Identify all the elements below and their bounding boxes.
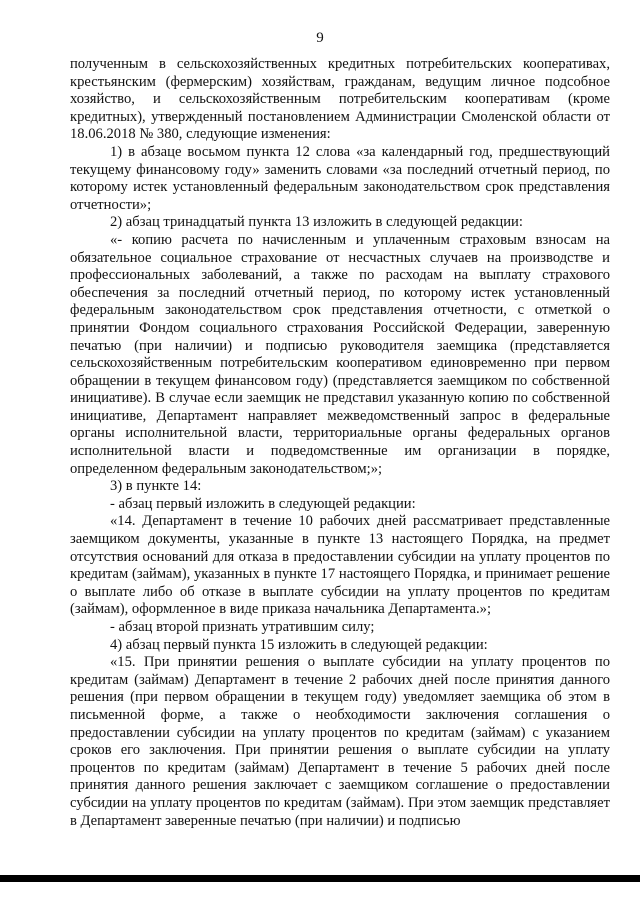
page-number: 9 xyxy=(316,30,324,46)
paragraph-item-2: 2) абзац тринадцатый пункта 13 изложить в следующей редакции: xyxy=(110,214,523,231)
paragraph-item-4: 4) абзац первый пункта 15 изложить в следующей редакции: xyxy=(110,636,488,653)
paragraph-quote-14: «14. Департамент в течение 10 рабочих дней рассматривает представленные заемщиком документы, указанные в пункте 13 настоящего Порядка, на предмет отсутствия оснований для отказа в предоставлении субсидии на уплату процентов по кредитам (займам), указанных в пункте 17 настоящего Порядка, и принимает решение о выплате либо об отказе в выплате субсидии на уплату процентов по кредитам (займам), оформленное в виде приказа начальника Департамента.»; xyxy=(70,513,610,618)
paragraph-item-1: 1) в абзаце восьмом пункта 12 слова «за календарный год, предшествующий текущему финансовому году» заменить словами «за последний отчетный период, по которому истек установленный федеральным законодательством срок представления отчетности»; xyxy=(70,143,610,213)
paragraph-continuation: полученным в сельскохозяйственных кредитных потребительских кооперативах, крестьянским (фермерским) хозяйствам, гражданам, ведущим личное подсобное хозяйство, и сельскохозяйственным потребительским кооперативам (кроме кредитных), утвержденный постановлением Администрации Смоленской области от 18.06.2018 № 380, следующие изменения: xyxy=(70,56,610,143)
paragraph-subitem-first: - абзац первый изложить в следующей редакции: xyxy=(110,495,416,512)
document-body xyxy=(70,56,610,830)
scan-edge-bar xyxy=(0,875,640,882)
paragraph-item-3: 3) в пункте 14: xyxy=(110,478,202,495)
paragraph-quote-15: «15. При принятии решения о выплате субсидии на уплату процентов по кредитам (займам) Департамент в течение 2 рабочих дней после принятия данного решения (при первом обращении в текущем году) уведомляет заемщика об этом в письменной форме, а также о необходимости заключения соглашения о предоставлении субсидии на уплату процентов по кредитам (займам) с указанием сроков его заключения. При принятии решения о выплате субсидии на уплату процентов по кредитам (займам) Департамент в течение 5 рабочих дней после принятия данного решения заключает с заемщиком соглашение о предоставлении субсидии на уплату процентов по кредитам (займам). При этом заемщик представляет в Департамент заверенные печатью (при наличии) и подписью xyxy=(70,654,610,829)
paragraph-quote-13: «- копию расчета по начисленным и уплаченным страховым взносам на обязательное социальное страхование от несчастных случаев на производстве и профессиональных заболеваний, а также по расходам на выплату страхового обеспечения за последний отчетный период, по которому истек установленный федеральным законодательством срок представления отчетности, с отметкой о принятии Фондом социального страхования Российской Федерации, заверенную печатью (при наличии) и подписью руководителя заемщика (представляется сельскохозяйственным потребительским кооперативом единовременно при первом обращении в текущем финансовом году) (представляется заемщиком по собственной инициативе). В случае если заемщик не представил указанную копию по собственной инициативе, Департамент направляет межведомственный запрос в федеральные органы исполнительной власти, территориальные органы федеральных органов исполнительной власти и подведомственные им организации в порядке, определенном федеральным законодательством;»; xyxy=(70,231,610,477)
paragraph-subitem-second: - абзац второй признать утратившим силу; xyxy=(110,619,375,635)
